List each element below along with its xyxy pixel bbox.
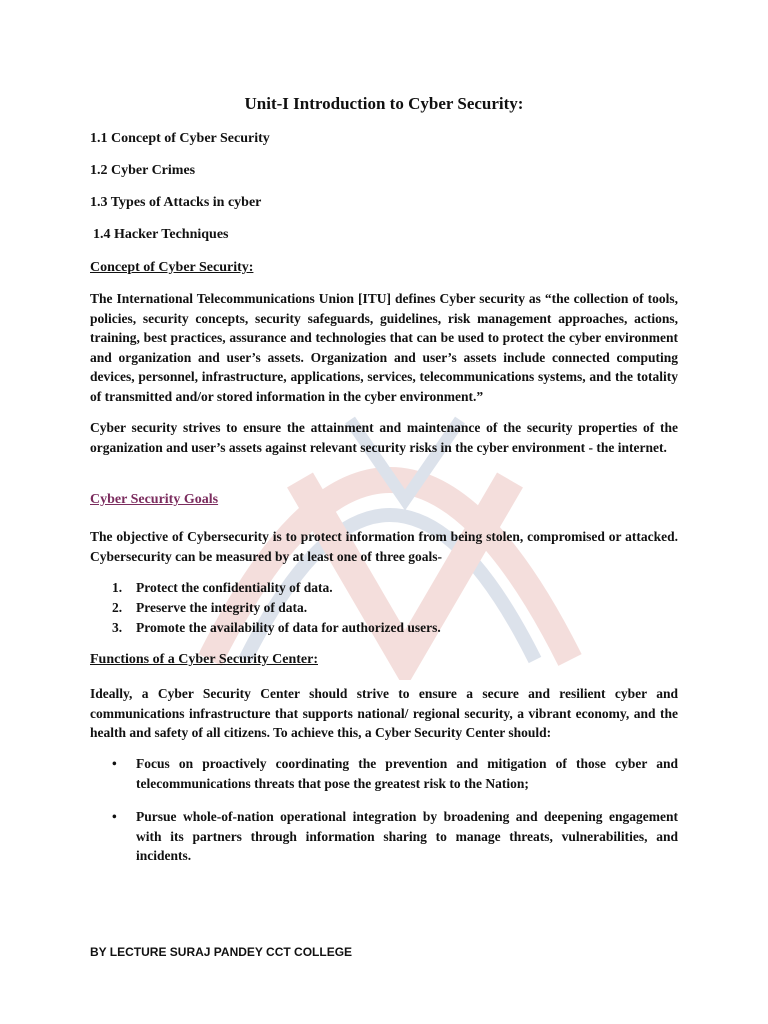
goals-list [112, 578, 441, 638]
list-item [112, 578, 441, 598]
toc-item-4: 1.4 Hacker Techniques [93, 227, 229, 242]
functions-list-1 [112, 754, 678, 793]
list-number: 1. [112, 580, 123, 595]
page-footer: BY LECTURE SURAJ PANDEY CCT COLLEGE [90, 945, 353, 959]
functions-intro: Ideally, a Cyber Security Center should strive to ensure a secure and resilient cyber and communications infrastructure that supports national/ regional security, a vibrant economy, and the health and safety of all citizens. To achieve this, a Cyber Security Center should: [90, 686, 678, 740]
list-item-text: Promote the availability of data for authorized users. [136, 620, 441, 635]
functions-heading: Functions of a Cyber Security Center: [90, 652, 318, 667]
list-item-text: Pursue whole-of-nation operational integration by broadening and deepening engagement with its partners through information sharing to manage threats, vulnerabilities, and incidents. [136, 809, 678, 863]
page-title: Unit-I Introduction to Cyber Security: [244, 94, 524, 113]
toc-item-3: 1.3 Types of Attacks in cyber [90, 195, 262, 210]
toc-item-2: 1.2 Cyber Crimes [90, 163, 196, 178]
goals-intro: The objective of Cybersecurity is to protect information from being stolen, compromised or attacked. Cybersecurity can be measured by at least one of three goals- [90, 529, 678, 564]
goals-heading: Cyber Security Goals [90, 492, 219, 507]
list-item [112, 807, 678, 866]
list-item [112, 618, 441, 638]
list-number: 2. [112, 600, 123, 615]
list-item-text: Focus on proactively coordinating the prevention and mitigation of those cyber and telecommunications threats that pose the greatest risk to the Nation; [136, 756, 678, 791]
list-number: 3. [112, 620, 123, 635]
functions-list-2 [112, 807, 678, 866]
concept-paragraph-1: The International Telecommunications Union [ITU] defines Cyber security as “the collection of tools, policies, security concepts, security safeguards, guidelines, risk management approaches, actions, training, best practices, assurance and technologies that can be used to protect the cyber environment and organization and user’s assets. Organization and user’s assets include connected computing devices, personnel, infrastructure, applications, services, telecommunications systems, and the totality of transmitted and/or stored information in the cyber environment.” [90, 291, 678, 404]
toc-item-1: 1.1 Concept of Cyber Security [90, 131, 270, 146]
list-item-text: Protect the confidentiality of data. [136, 580, 333, 595]
list-item-text: Preserve the integrity of data. [136, 600, 308, 615]
bullet-icon: • [112, 756, 117, 771]
concept-paragraph-2: Cyber security strives to ensure the attainment and maintenance of the security properties of the organization and user’s assets against relevant security risks in the cyber environment - the internet. [90, 420, 678, 455]
list-item [112, 598, 441, 618]
list-item [112, 754, 678, 793]
concept-heading: Concept of Cyber Security: [90, 260, 254, 275]
bullet-icon: • [112, 809, 117, 824]
